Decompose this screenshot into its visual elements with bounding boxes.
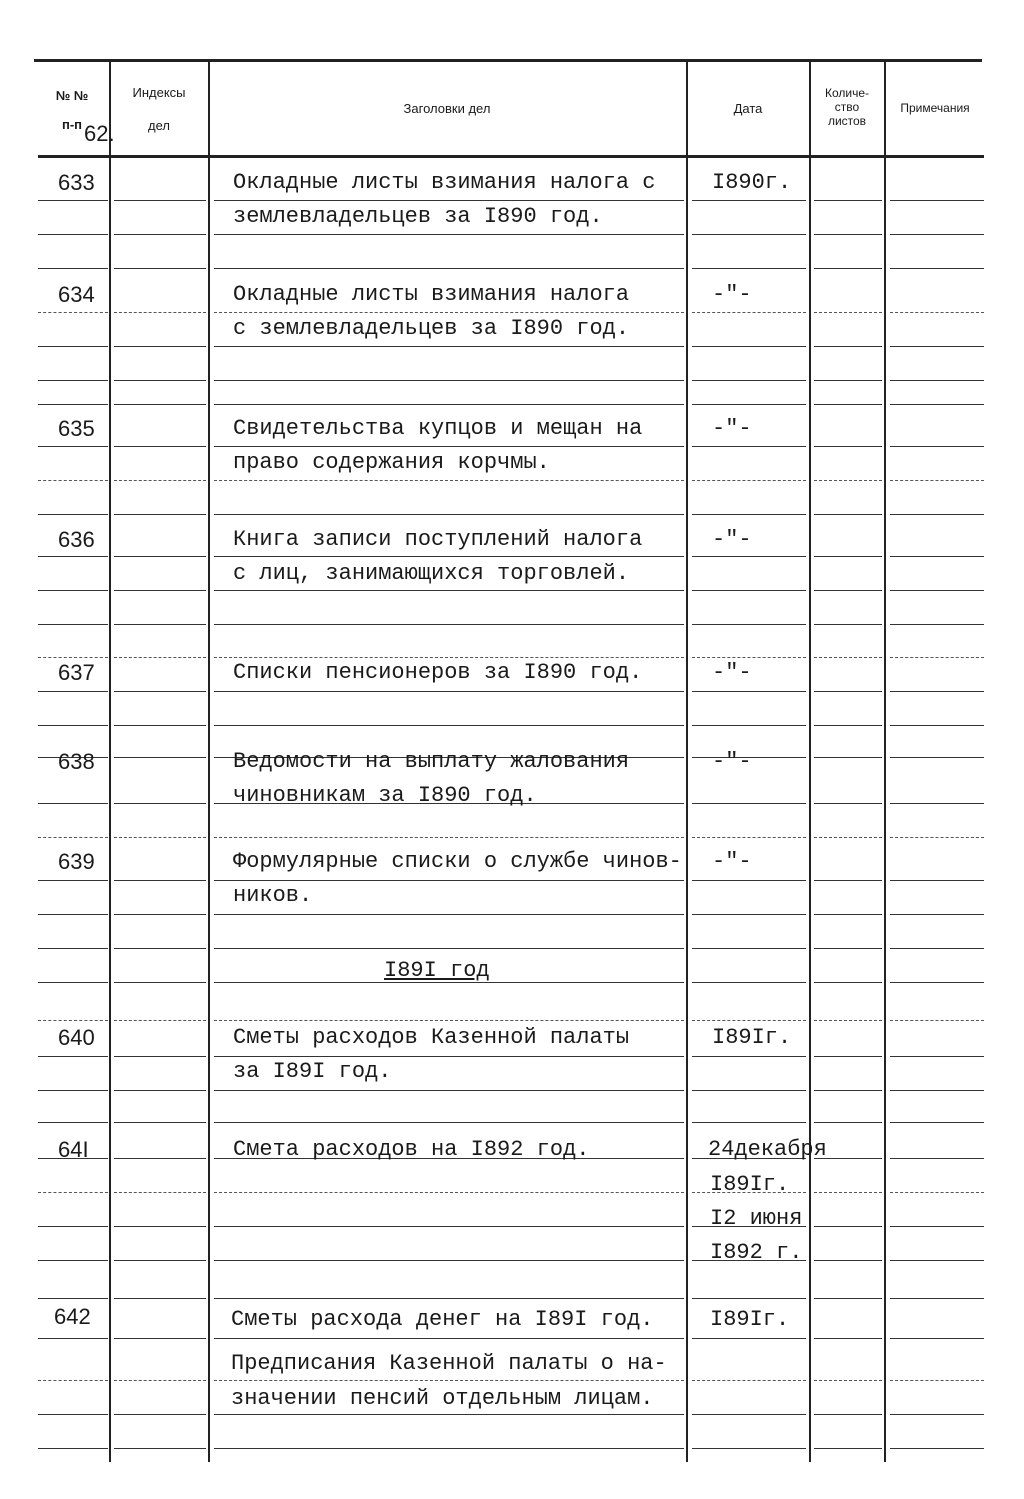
ruled-line	[38, 803, 108, 804]
ruled-line	[814, 200, 882, 201]
ruled-line	[814, 346, 882, 347]
ruled-line	[890, 312, 984, 313]
ruled-line	[814, 982, 882, 983]
ruled-line	[114, 837, 206, 838]
col-rule-3	[686, 62, 688, 1462]
header-indexes	[114, 85, 204, 133]
ruled-line	[814, 657, 882, 658]
ruled-line	[814, 1020, 882, 1021]
ruled-line	[692, 982, 806, 983]
ruled-line	[38, 1380, 108, 1381]
entry-title-line: Предписания Казенной палаты о на-	[231, 1351, 667, 1376]
ruled-line	[114, 380, 206, 381]
col-rule-2	[208, 62, 210, 1462]
entry-title-line: землевладельцев за I890 год.	[233, 204, 603, 229]
ruled-line	[692, 948, 806, 949]
ruled-line	[692, 312, 806, 313]
ruled-line	[890, 1090, 984, 1091]
header-sheets-line1: Количе-	[824, 86, 870, 100]
ruled-line	[38, 380, 108, 381]
ruled-line	[114, 1122, 206, 1123]
header-sheets-line3: листов	[827, 114, 867, 128]
ruled-line	[814, 1122, 882, 1123]
ruled-line	[814, 312, 882, 313]
entry-title-line: Сметы расхода денег на I89I год.	[231, 1307, 654, 1332]
ruled-line	[114, 1448, 206, 1449]
ruled-line	[890, 590, 984, 591]
entry-title-line: Свидетельства купцов и мещан на	[233, 416, 643, 441]
entry-date: 24декабря	[708, 1137, 827, 1162]
ruled-line	[38, 1338, 108, 1339]
ruled-line	[38, 880, 108, 881]
entry-date: I890г.	[712, 170, 792, 195]
ruled-line	[38, 268, 108, 269]
ruled-line	[814, 725, 882, 726]
ruled-line	[114, 757, 206, 758]
entry-title-line: чиновникам за I890 год.	[233, 783, 537, 808]
ruled-line	[890, 982, 984, 983]
ruled-line	[692, 446, 806, 447]
ruled-line	[814, 948, 882, 949]
ruled-line	[114, 1158, 206, 1159]
ruled-line	[38, 1226, 108, 1227]
ruled-line	[214, 1338, 684, 1339]
ruled-line	[214, 1226, 684, 1227]
ruled-line	[214, 380, 684, 381]
ruled-line	[38, 312, 108, 313]
header-titles: Заголовки дел	[403, 101, 491, 116]
col-rule-5	[884, 62, 886, 1462]
section-year-heading: I89I год	[384, 958, 490, 983]
entry-date: I2 июня	[710, 1206, 803, 1231]
ruled-line	[890, 624, 984, 625]
ruled-line	[692, 380, 806, 381]
ruled-line	[114, 914, 206, 915]
ruled-line	[692, 1090, 806, 1091]
ruled-line	[114, 200, 206, 201]
entry-date: I89Iг.	[710, 1172, 790, 1197]
ruled-line	[38, 837, 108, 838]
ruled-line	[890, 404, 984, 405]
ruled-line	[114, 590, 206, 591]
ruled-line	[114, 1090, 206, 1091]
ruled-line	[692, 914, 806, 915]
ruled-line	[692, 234, 806, 235]
ruled-line	[114, 1338, 206, 1339]
ruled-line	[890, 446, 984, 447]
ruled-line	[814, 914, 882, 915]
col-rule-4	[809, 62, 811, 1462]
ruled-line	[814, 556, 882, 557]
ruled-line	[814, 234, 882, 235]
entry-number: 639	[58, 849, 95, 874]
ruled-line	[214, 725, 684, 726]
ruled-line	[114, 312, 206, 313]
entry-number: 634	[58, 282, 95, 307]
ruled-line	[814, 837, 882, 838]
ruled-line	[692, 514, 806, 515]
ruled-line	[814, 1338, 882, 1339]
ruled-line	[214, 346, 684, 347]
ruled-line	[214, 948, 684, 949]
ruled-line	[692, 268, 806, 269]
ruled-line	[114, 725, 206, 726]
ruled-line	[114, 1260, 206, 1261]
ruled-line	[692, 725, 806, 726]
ruled-line	[890, 200, 984, 201]
entry-number: 642	[54, 1304, 91, 1329]
ruled-line	[814, 1414, 882, 1415]
ruled-line	[692, 200, 806, 201]
ruled-line	[890, 1380, 984, 1381]
ruled-line	[114, 803, 206, 804]
ruled-line	[692, 590, 806, 591]
ruled-line	[38, 446, 108, 447]
ruled-line	[114, 880, 206, 881]
entry-date: I892 г.	[710, 1240, 803, 1265]
header-indexes-line1: Индексы	[132, 85, 186, 100]
ruled-line	[214, 1192, 684, 1193]
header-sheets	[811, 86, 883, 128]
ruled-line	[692, 480, 806, 481]
ruled-line	[814, 757, 882, 758]
ruled-line	[214, 514, 684, 515]
ruled-line	[38, 514, 108, 515]
ruled-line	[114, 268, 206, 269]
entry-title-line: Смета расходов на I892 год.	[233, 1137, 590, 1162]
ruled-line	[38, 480, 108, 481]
ruled-line	[890, 1020, 984, 1021]
ruled-line	[38, 914, 108, 915]
ruled-line	[692, 1448, 806, 1449]
header-indexes-line2: дел	[148, 118, 170, 133]
entry-number: 64I	[58, 1137, 89, 1162]
ruled-line	[814, 1298, 882, 1299]
ruled-line	[692, 346, 806, 347]
ruled-line	[890, 880, 984, 881]
ruled-line	[692, 1298, 806, 1299]
ruled-line	[38, 725, 108, 726]
ruled-line	[814, 1226, 882, 1227]
ruled-line	[692, 404, 806, 405]
entry-title-line: Списки пенсионеров за I890 год.	[233, 660, 643, 685]
ruled-line	[814, 1448, 882, 1449]
ruled-line	[38, 624, 108, 625]
entry-date: I89Iг.	[712, 1025, 792, 1050]
ruled-line	[114, 982, 206, 983]
ruled-line	[692, 1122, 806, 1123]
ruled-line	[38, 982, 108, 983]
header-top-rule	[34, 59, 982, 62]
ruled-line	[114, 1020, 206, 1021]
ruled-line	[38, 1414, 108, 1415]
entry-number: 637	[58, 660, 95, 685]
ruled-line	[814, 404, 882, 405]
ruled-line	[114, 234, 206, 235]
ruled-line	[890, 1056, 984, 1057]
ruled-line	[814, 268, 882, 269]
ruled-line	[692, 1380, 806, 1381]
ruled-line	[814, 803, 882, 804]
ruled-line	[214, 837, 684, 838]
entry-number: 635	[58, 416, 95, 441]
ruled-line	[814, 1192, 882, 1193]
ruled-line	[890, 1414, 984, 1415]
ruled-line	[38, 1298, 108, 1299]
entry-date: -"-	[712, 416, 752, 441]
ruled-line	[114, 1414, 206, 1415]
ruled-line	[38, 234, 108, 235]
ruled-line	[814, 691, 882, 692]
entry-date: -"-	[712, 660, 752, 685]
ruled-line	[814, 880, 882, 881]
ruled-line	[214, 914, 684, 915]
ruled-line	[114, 657, 206, 658]
ruled-line	[114, 446, 206, 447]
ruled-line	[890, 757, 984, 758]
ruled-line	[214, 1090, 684, 1091]
entry-title-line: Окладные листы взимания налога с	[233, 170, 656, 195]
entry-number: 633	[58, 170, 95, 195]
entry-date: -"-	[712, 282, 752, 307]
ruled-line	[38, 1192, 108, 1193]
ruled-line	[214, 1260, 684, 1261]
ruled-line	[890, 268, 984, 269]
entry-date: -"-	[712, 849, 752, 874]
entry-title-line: Сметы расходов Казенной палаты	[233, 1025, 630, 1050]
ruled-line	[814, 480, 882, 481]
ruled-line	[890, 380, 984, 381]
ruled-line	[214, 404, 684, 405]
ruled-line	[890, 1298, 984, 1299]
header-number-line1: № №	[55, 88, 89, 103]
ruled-line	[114, 404, 206, 405]
entry-date: I89Iг.	[710, 1307, 790, 1332]
ruled-line	[814, 624, 882, 625]
ruled-line	[814, 380, 882, 381]
ruled-line	[890, 514, 984, 515]
entry-title-line: Ведомости на выплату жалования	[233, 749, 630, 774]
ruled-line	[114, 624, 206, 625]
entry-title-line: с землевладельцев за I890 год.	[233, 316, 630, 341]
entry-title-line: с лиц, занимающихся торговлей.	[233, 561, 630, 586]
ruled-line	[38, 948, 108, 949]
ruled-line	[890, 234, 984, 235]
ruled-line	[890, 1260, 984, 1261]
ruled-line	[890, 1122, 984, 1123]
ruled-line	[214, 1122, 684, 1123]
entry-title-line: за I89I год.	[233, 1059, 392, 1084]
ruled-line	[814, 1090, 882, 1091]
entry-date: -"-	[712, 749, 752, 774]
ruled-line	[38, 1260, 108, 1261]
header-number-line2: п-п	[61, 117, 83, 132]
ruled-line	[692, 1056, 806, 1057]
ruled-line	[214, 268, 684, 269]
ruled-line	[38, 346, 108, 347]
ruled-line	[692, 837, 806, 838]
ruled-line	[814, 1260, 882, 1261]
ruled-line	[692, 880, 806, 881]
ruled-line	[214, 1448, 684, 1449]
ruled-line	[692, 691, 806, 692]
ruled-line	[114, 691, 206, 692]
ruled-line	[692, 803, 806, 804]
ruled-line	[890, 948, 984, 949]
ruled-line	[38, 1448, 108, 1449]
entry-title-line: ников.	[233, 883, 313, 908]
header-bottom-rule	[38, 155, 984, 158]
entry-title-line: Формулярные списки о службе чинов-	[233, 849, 682, 874]
ruled-line	[214, 691, 684, 692]
ruled-line	[38, 1122, 108, 1123]
entry-date: -"-	[712, 527, 752, 552]
ruled-line	[114, 1226, 206, 1227]
ruled-line	[114, 480, 206, 481]
ruled-line	[114, 1380, 206, 1381]
ruled-line	[890, 556, 984, 557]
ruled-line	[814, 1056, 882, 1057]
ruled-line	[114, 948, 206, 949]
entry-number: 640	[58, 1025, 95, 1050]
ruled-line	[814, 1380, 882, 1381]
header-date: Дата	[733, 101, 763, 116]
entry-title-line: Книга записи поступлений налога	[233, 527, 643, 552]
ruled-line	[692, 1414, 806, 1415]
ruled-line	[890, 1158, 984, 1159]
entry-title-line: право содержания корчмы.	[233, 450, 550, 475]
ruled-line	[38, 590, 108, 591]
ruled-line	[114, 1298, 206, 1299]
ruled-line	[890, 346, 984, 347]
ruled-line	[38, 1090, 108, 1091]
header-notes: Примечания	[900, 101, 970, 115]
ruled-line	[214, 480, 684, 481]
ruled-line	[114, 1192, 206, 1193]
ruled-line	[890, 725, 984, 726]
ruled-line	[38, 200, 108, 201]
entry-title-line: Окладные листы взимания налога	[233, 282, 630, 307]
ruled-line	[890, 1448, 984, 1449]
ruled-line	[890, 1338, 984, 1339]
header-sheets-line2: ство	[834, 100, 860, 114]
ruled-line	[214, 234, 684, 235]
ruled-line	[214, 1298, 684, 1299]
ruled-line	[890, 480, 984, 481]
ruled-line	[890, 691, 984, 692]
ruled-line	[38, 691, 108, 692]
ruled-line	[890, 1192, 984, 1193]
page-number: 62.	[84, 121, 115, 146]
ruled-line	[38, 404, 108, 405]
ruled-line	[214, 624, 684, 625]
entry-number: 638	[58, 749, 95, 774]
col-rule-1	[109, 62, 111, 1462]
ruled-line	[114, 514, 206, 515]
ruled-line	[114, 1056, 206, 1057]
ruled-line	[38, 1056, 108, 1057]
ruled-line	[890, 914, 984, 915]
ruled-line	[814, 590, 882, 591]
ruled-line	[814, 446, 882, 447]
ruled-line	[692, 1338, 806, 1339]
ruled-line	[890, 657, 984, 658]
ruled-line	[692, 624, 806, 625]
ruled-line	[890, 803, 984, 804]
ruled-line	[890, 837, 984, 838]
ruled-line	[114, 346, 206, 347]
entry-title-line: значении пенсий отдельным лицам.	[231, 1386, 654, 1411]
ruled-line	[114, 556, 206, 557]
entry-number: 636	[58, 527, 95, 552]
ruled-line	[814, 514, 882, 515]
ruled-line	[890, 1226, 984, 1227]
